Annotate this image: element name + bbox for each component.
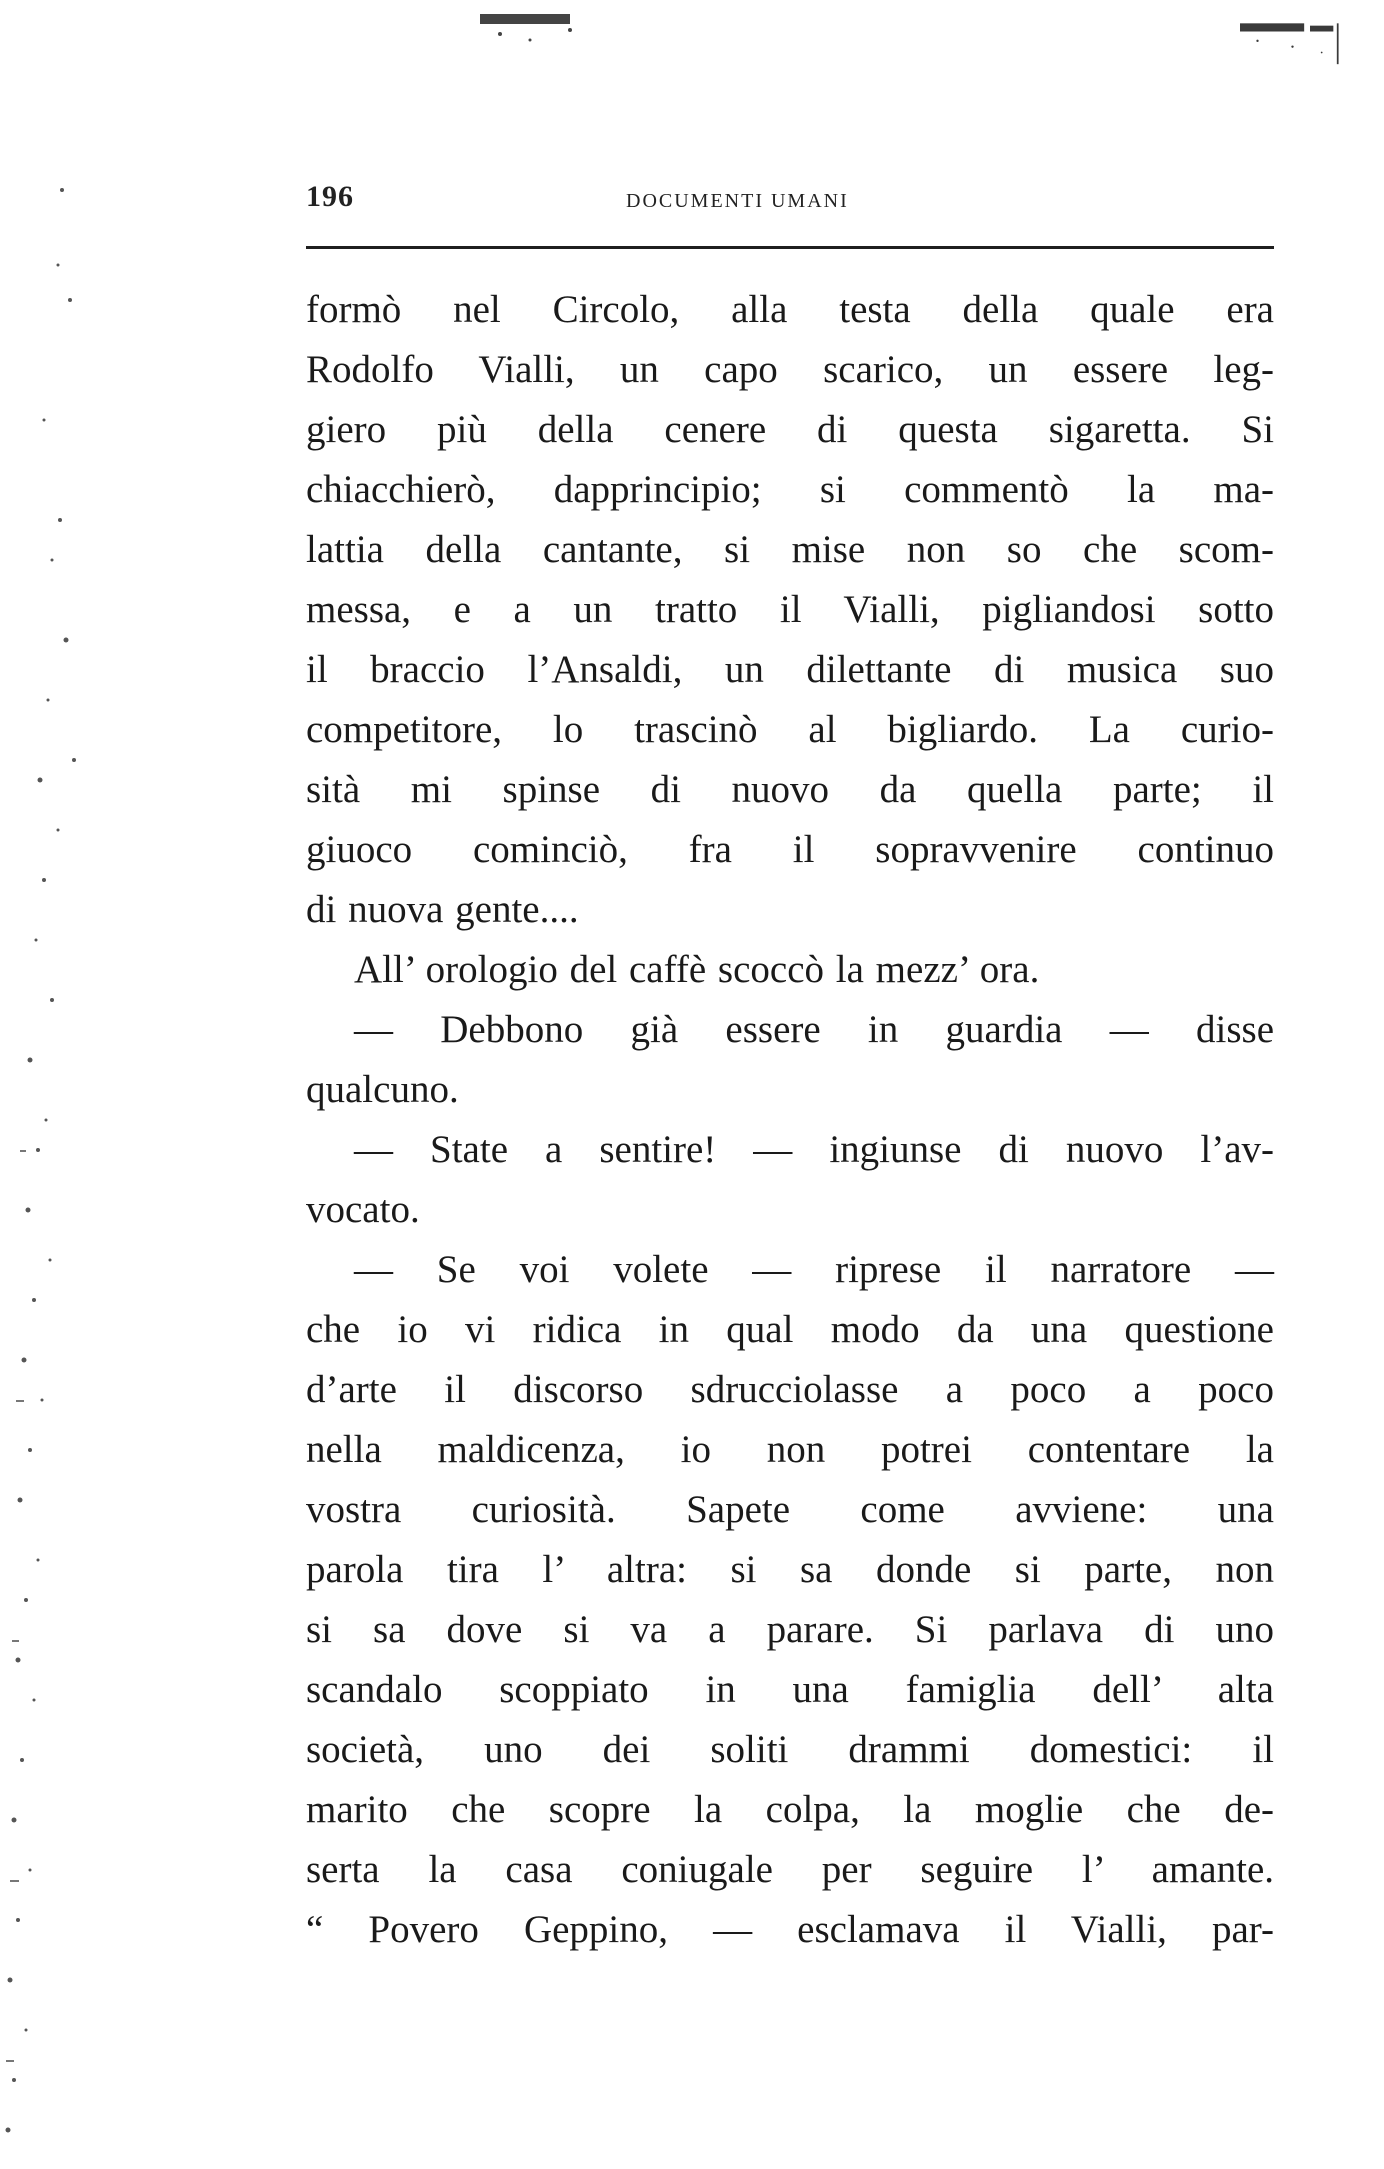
text-line: parola tira l’ altra: si sa donde si parte, non [306, 1548, 1274, 1591]
text-line: chiacchierò, dapprincipio; si commentò la ma- [306, 468, 1274, 511]
text-line: — State a sentire! — ingiunse di nuovo l’av- [354, 1128, 1274, 1171]
text-line: giero più della cenere di questa sigaretta. Si [306, 408, 1274, 451]
text-line: Rodolfo Vialli, un capo scarico, un essere leg- [306, 348, 1274, 391]
text-line: scandalo scoppiato in una famiglia dell’ alta [306, 1668, 1274, 1711]
running-head: DOCUMENTI UMANI [626, 190, 849, 212]
text-line: lattia della cantante, si mise non so che scom- [306, 528, 1274, 571]
scan-smudge-top [460, 0, 660, 70]
text-line: il braccio l’Ansaldi, un dilettante di musica suo [306, 648, 1274, 691]
body-text [306, 280, 1274, 1960]
text-line: sità mi spinse di nuovo da quella parte; il [306, 768, 1274, 811]
scan-smudge-corner [1180, 0, 1384, 70]
text-line: che io vi ridica in qual modo da una questione [306, 1308, 1274, 1351]
page-number: 196 [306, 180, 354, 213]
text-line: marito che scopre la colpa, la moglie che de- [306, 1788, 1274, 1831]
text-line: nella maldicenza, io non potrei contentare la [306, 1428, 1274, 1471]
text-line: competitore, lo trascinò al bigliardo. La curio- [306, 708, 1274, 751]
text-line: vostra curiosità. Sapete come avviene: una [306, 1488, 1274, 1531]
header-rule [306, 246, 1274, 249]
text-line: di nuova gente.... [306, 888, 579, 931]
page-header [306, 180, 1274, 224]
scan-speckle-margin [0, 0, 140, 2169]
text-line: d’arte il discorso sdrucciolasse a poco a poco [306, 1368, 1274, 1411]
text-line: All’ orologio del caffè scoccò la mezz’ ora. [354, 948, 1040, 991]
text-line: si sa dove si va a parare. Si parlava di uno [306, 1608, 1274, 1651]
text-line: “ Povero Geppino, — esclamava il Vialli, par- [306, 1908, 1274, 1951]
text-line: messa, e a un tratto il Vialli, pigliandosi sotto [306, 588, 1274, 631]
text-line: — Se voi volete — riprese il narratore — [354, 1248, 1274, 1291]
text-line: vocato. [306, 1188, 420, 1231]
text-line: società, uno dei soliti drammi domestici: il [306, 1728, 1274, 1771]
text-line: qualcuno. [306, 1068, 459, 1111]
text-line: — Debbono già essere in guardia — disse [354, 1008, 1274, 1051]
text-line: formò nel Circolo, alla testa della quale era [306, 288, 1274, 331]
text-line: giuoco cominciò, fra il sopravvenire continuo [306, 828, 1274, 871]
text-line: serta la casa coniugale per seguire l’ amante. [306, 1848, 1274, 1891]
